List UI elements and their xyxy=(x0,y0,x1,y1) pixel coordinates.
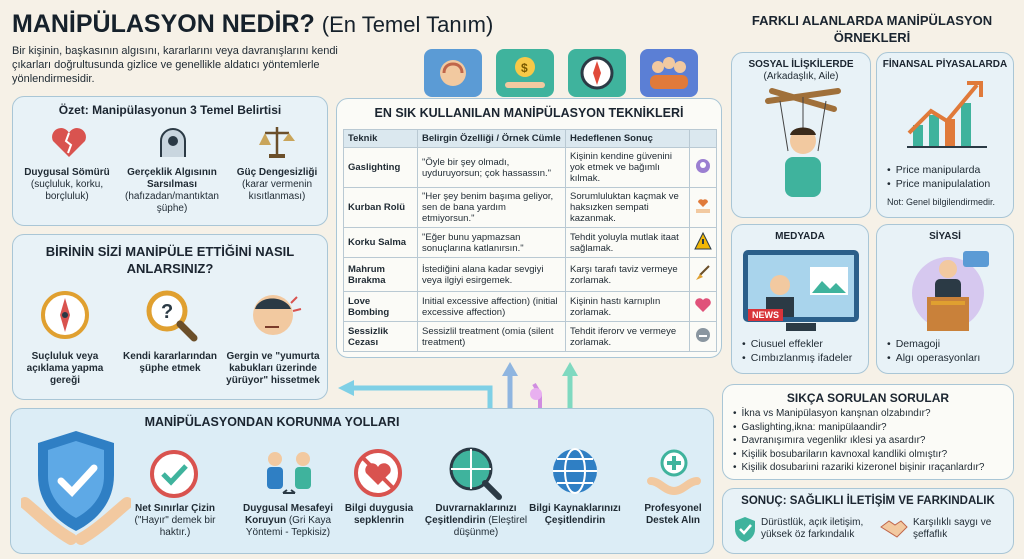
support-hands-icon xyxy=(647,445,701,502)
magnifier-question-icon xyxy=(143,287,199,348)
list-item: • Cımbızlanmış ifadeler xyxy=(742,351,852,365)
protection-item-bold: Net Sınırlar Çizin xyxy=(134,503,215,514)
summary-item-desc: (hafızadan/mantıktan şüphe) xyxy=(125,191,219,214)
media-panel xyxy=(731,224,869,374)
protection-title: MANİPÜLASYONDAN KORUNMA YOLLARI xyxy=(144,415,400,429)
compass-icon xyxy=(39,289,91,346)
protection-item-bold: Bilgi duygusia sepklenrin xyxy=(344,503,414,526)
finance-title: FİNANSAL PİYASALARDA xyxy=(882,59,1008,70)
definition-text: Bir kişinin, başkasının algısını, kararlarını veya davranışlarını kendi çıkarları doğrultusunda gizlice ve genellikle aldatıcı yöntemlerle yönlendirmesidir. xyxy=(12,45,338,85)
money-hand-icon xyxy=(496,49,554,97)
broken-heart-icon xyxy=(49,125,89,164)
handshake-icon xyxy=(879,517,909,546)
table-row xyxy=(344,188,717,228)
finance-panel xyxy=(876,52,1014,218)
tech-result: Karşı tarafı taviz vermeye zorlamak. xyxy=(566,258,690,292)
head-icon xyxy=(690,148,717,188)
table-row xyxy=(344,258,717,292)
faq-item[interactable]: • Davranışımıra vegenlikr ıklesi ya asardır? xyxy=(733,434,984,448)
protection-item xyxy=(423,503,529,539)
protection-panel xyxy=(10,408,714,554)
silent-head-icon xyxy=(690,322,717,352)
shield-check-icon xyxy=(733,515,757,548)
detect-item: Gergin ve "yumurta kabukları üzerinde yürüyor" hissetmek xyxy=(226,351,320,386)
faq-item[interactable]: • Kişilik bosubariların kavnoxal kandliki olmıştır? xyxy=(733,448,984,462)
tech-result: Sorumluluktan kaçmak ve haksızken sempati kazanmak. xyxy=(566,188,690,228)
protection-item-rest: (Eleştirel düşünme) xyxy=(453,515,528,538)
check-circle-icon xyxy=(149,449,199,504)
protection-item-bold: Bilgi Kaynaklarınızı Çeşitlendirin xyxy=(529,503,621,526)
summary-item xyxy=(117,167,227,215)
col-header-icon xyxy=(690,130,717,148)
techniques-table xyxy=(343,129,717,352)
header-icons xyxy=(424,49,706,99)
list-item: • Ciusuel effekler xyxy=(742,337,852,351)
conclusion-title: SONUÇ: SAĞLIKLI İLETİŞİM VE FARKINDALIK xyxy=(741,495,995,507)
tech-desc: İstediğini alana kadar sevgiyi veya ilgiyi esirgemek. xyxy=(418,258,566,292)
list-item: • Price manipulalation xyxy=(887,177,990,191)
tech-result: Kişinin kendine güvenini yok etmek ve bağımlı kılmak. xyxy=(566,148,690,188)
news-badge: NEWS xyxy=(748,309,783,321)
tech-name: Korku Salma xyxy=(344,228,418,258)
detect-title: BİRİNİN SİZİ MANİPÜLE ETTİĞİNİ NASIL ANLARSINIZ? xyxy=(45,244,295,276)
compass-icon xyxy=(568,49,626,97)
table-header-row xyxy=(344,130,717,148)
summary-item-title: Güç Dengesizliği xyxy=(236,167,318,178)
faq-title: SIKÇA SORULAN SORULAR xyxy=(786,391,950,405)
table-row xyxy=(344,228,717,258)
protection-item xyxy=(229,503,347,539)
shield-hands-icon xyxy=(21,423,131,552)
examples-title: FARKLI ALANLARDA MANİPÜLASYON ÖRNEKLERİ xyxy=(751,13,993,45)
no-heart-icon xyxy=(351,447,405,504)
detect-item: Suçluluk veya açıklama yapma gereği xyxy=(26,351,104,386)
social-panel xyxy=(731,52,871,218)
faq-item[interactable]: • İkna vs Manipülasyon kanşnan olzabındır? xyxy=(733,407,984,421)
tech-name: Mahrum Bırakma xyxy=(344,258,418,292)
eye-head-icon xyxy=(151,123,191,164)
col-header: Hedeflenen Sonuç xyxy=(566,130,690,148)
tech-desc: Initial excessive affection) (initial excessive affection) xyxy=(418,292,566,322)
globe-magnifier-icon xyxy=(447,445,503,506)
table-row xyxy=(344,148,717,188)
conclusion-left: Dürüstlük, açık iletişim, yüksek öz farkındalık xyxy=(761,517,864,540)
tech-desc: "Eğer bunu yapmazsan sonuçlarına katlanırsın." xyxy=(418,228,566,258)
protection-item xyxy=(633,503,713,527)
tech-desc: "Her şey benim başıma geliyor, sen de bana yardım etmiyorsun." xyxy=(418,188,566,228)
protection-item-rest: (Gri Kaya Yöntemi - Tepkisiz) xyxy=(245,515,332,538)
finance-note: Not: Genel bilgilendirmedir. xyxy=(887,197,996,207)
techniques-panel xyxy=(336,98,722,358)
tech-name: Gaslighting xyxy=(344,148,418,188)
summary-item-title: Gerçeklik Algısının Sarsılması xyxy=(127,167,217,190)
techniques-title: EN SIK KULLANILAN MANİPÜLASYON TEKNİKLERİ xyxy=(374,106,684,120)
col-header: Belirgin Özelliği / Örnek Cümle xyxy=(418,130,566,148)
faq-item[interactable]: • Gaslighting,ikna: manipülaandir? xyxy=(733,421,984,435)
tech-result: Tehdit iferorv ve vermeye zorlamak. xyxy=(566,322,690,352)
summary-item-title: Duygusal Sömürü xyxy=(24,167,110,178)
social-title: SOSYAL İLİŞKİLERDE xyxy=(748,59,854,70)
detect-panel xyxy=(12,234,328,400)
tech-desc: Sessizlil treatment (omia (silent treatment) xyxy=(418,322,566,352)
media-list xyxy=(742,337,852,365)
politics-title: SİYASİ xyxy=(929,231,961,242)
summary-title: Özet: Manipülasyonun 3 Temel Belirtisi xyxy=(58,103,282,117)
protection-item-bold: Duvrarnaklarınızı Çeşitlendirin xyxy=(424,503,517,526)
two-people-distance-icon xyxy=(261,447,317,504)
list-item: • Algı operasyonları xyxy=(887,351,980,365)
page-title xyxy=(12,10,572,39)
protection-item xyxy=(341,503,417,527)
stressed-face-icon xyxy=(247,287,303,348)
politics-panel xyxy=(876,224,1014,374)
protection-item-bold: Duygusal Mesafeyi Koruyun xyxy=(242,503,334,526)
broom-icon xyxy=(690,258,717,292)
heart-icon xyxy=(690,292,717,322)
summary-item xyxy=(227,167,327,203)
protection-item-rest: ("Hayır" demek bir haktır.) xyxy=(134,515,216,538)
col-header: Teknik xyxy=(344,130,418,148)
list-item: • Demagoji xyxy=(887,337,980,351)
summary-item-desc: (suçluluk, korku, borçluluk) xyxy=(30,179,104,202)
table-row xyxy=(344,292,717,322)
brain-icon xyxy=(424,49,482,97)
scales-icon xyxy=(257,123,297,164)
list-item: • Price manipularda xyxy=(887,163,990,177)
svg-text:?: ? xyxy=(161,301,174,323)
protection-item xyxy=(525,503,625,527)
tech-desc: "Öyle bir şey olmadı, uyduruyorsun; çok hassassın." xyxy=(418,148,566,188)
conclusion-panel xyxy=(722,488,1014,554)
heart-hand-icon xyxy=(690,188,717,228)
title-main: MANİPÜLASYON NEDİR? xyxy=(12,10,315,38)
title-sub: (En Temel Tanım) xyxy=(321,12,494,37)
faq-panel xyxy=(722,384,1014,480)
people-icon xyxy=(640,49,698,97)
tv-news-icon xyxy=(742,249,860,338)
globe-icon xyxy=(549,445,601,502)
media-title: MEDYADA xyxy=(775,231,825,242)
protection-item xyxy=(129,503,221,539)
svg-text:$: $ xyxy=(521,61,528,75)
tech-name: Kurban Rolü xyxy=(344,188,418,228)
social-sub: (Arkadaşlık, Aile) xyxy=(763,71,839,82)
faq-list xyxy=(733,407,984,475)
politics-list xyxy=(887,337,980,365)
tech-name: Sessizlik Cezası xyxy=(344,322,418,352)
puppet-icon xyxy=(758,87,848,216)
podium-speaker-icon xyxy=(901,247,995,338)
conclusion-right: Karşılıklı saygı ve şeffaflık xyxy=(913,517,992,540)
detect-item: Kendi kararlarından şüphe etmek xyxy=(123,351,217,374)
tech-result: Tehdit yoluyla mutlak itaat sağlamak. xyxy=(566,228,690,258)
summary-panel xyxy=(12,96,328,226)
faq-item[interactable]: • Kişilik dosubariıni razariki kizeronel bişinir ıraçanlardır? xyxy=(733,461,984,475)
finance-list xyxy=(887,163,990,191)
tech-result: Kişinin hastı karnıplın zorlamak. xyxy=(566,292,690,322)
rising-chart-icon xyxy=(905,75,989,156)
summary-item-desc: (karar vermenin kısıtlanması) xyxy=(241,179,313,202)
tech-name: Love Bombing xyxy=(344,292,418,322)
table-row xyxy=(344,322,717,352)
warning-icon xyxy=(690,228,717,258)
protection-item-bold: Profesyonel Destek Alın xyxy=(644,503,702,526)
summary-item xyxy=(17,167,117,203)
